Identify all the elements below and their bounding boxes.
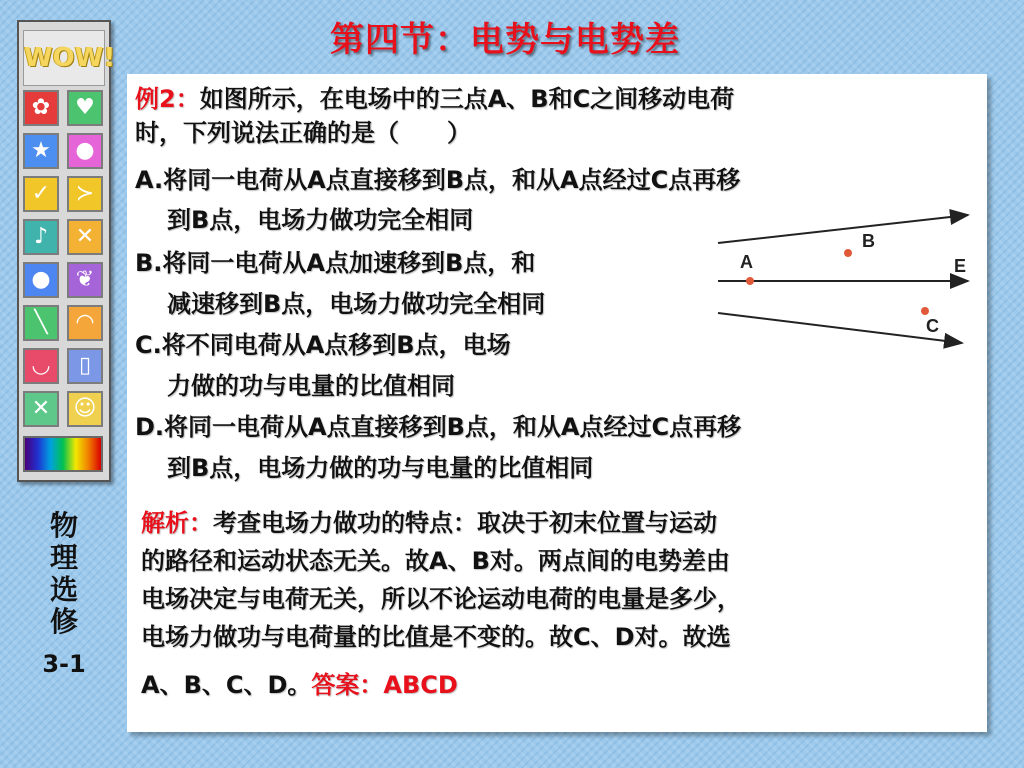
analysis-line-2: 的路径和运动状态无关。故A、B对。两点间的电势差由 <box>141 547 730 575</box>
analysis-text-end: A、B、C、D。 <box>141 671 312 699</box>
analysis-line-5 <box>141 668 458 702</box>
check-icon: ✓ <box>31 181 51 206</box>
butterfly-tile[interactable] <box>67 219 103 255</box>
star-icon: ★ <box>31 138 51 163</box>
wow-logo: WOW! <box>23 30 105 86</box>
line-tile[interactable] <box>23 305 59 341</box>
balloon-icon: ♪ <box>33 224 49 249</box>
analysis-text: 考查电场力做功的特点：取决于初末位置与运动 <box>213 509 717 537</box>
apple-icon: ● <box>31 267 51 292</box>
option-c-line-2: 力做的功与电量的比值相同 <box>167 372 455 400</box>
smiley-icon: ☺ <box>73 396 97 421</box>
option-a-line-1: A.将同一电荷从A点直接移到B点，和从A点经过C点再移 <box>135 166 741 194</box>
analysis-line-4: 电场力做功与电荷量的比值是不变的。故C、D对。故选 <box>141 623 731 651</box>
course-volume: 3-1 <box>42 650 86 678</box>
butterfly-icon: ✕ <box>75 224 95 249</box>
option-b-line-1: B.将同一电荷从A点加速移到B点，和 <box>135 249 536 277</box>
content-card <box>127 74 987 732</box>
apple-tile[interactable] <box>23 262 59 298</box>
line-icon: ╲ <box>34 310 48 335</box>
cup-tile[interactable] <box>67 348 103 384</box>
cat-tile[interactable] <box>67 305 103 341</box>
lips-tile[interactable] <box>23 348 59 384</box>
question-line-1 <box>135 82 734 116</box>
option-b-line-2: 减速移到B点，电场力做功完全相同 <box>167 290 546 318</box>
cross-tile[interactable] <box>23 391 59 427</box>
analysis-line-1 <box>141 506 717 540</box>
cross-icon: ✕ <box>31 396 51 421</box>
leaf-icon: ❦ <box>75 267 95 292</box>
analysis-line-3: 电场决定与电荷无关，所以不论运动电荷的电量是多少， <box>141 585 741 613</box>
option-d-line-2: 到B点，电场力做的功与电量的比值相同 <box>167 454 594 482</box>
heart-icon: ♥ <box>75 95 95 120</box>
point-b-dot <box>844 249 852 257</box>
flower-icon: ✿ <box>31 95 51 120</box>
star-tile[interactable] <box>23 133 59 169</box>
fish-tile[interactable] <box>67 176 103 212</box>
circle-tile[interactable] <box>67 133 103 169</box>
analysis-label: 解析： <box>141 509 213 537</box>
fish-icon: ≻ <box>75 181 95 206</box>
check-tile[interactable] <box>23 176 59 212</box>
example-label: 例2： <box>135 85 200 113</box>
sidebar-panel <box>17 20 116 482</box>
heart-tile[interactable] <box>67 90 103 126</box>
leaf-tile[interactable] <box>67 262 103 298</box>
balloon-tile[interactable] <box>23 219 59 255</box>
point-b-label: B <box>862 231 875 251</box>
circle-icon: ● <box>75 138 95 163</box>
rainbow-bar <box>23 436 103 472</box>
point-c-dot <box>921 307 929 315</box>
answer-label: 答案：ABCD <box>311 671 458 699</box>
electric-field-diagram <box>700 205 980 355</box>
point-a-dot <box>746 277 754 285</box>
smiley-tile[interactable] <box>67 391 103 427</box>
point-a-label: A <box>740 252 753 272</box>
option-a-line-2: 到B点，电场力做功完全相同 <box>167 206 474 234</box>
option-d-line-1: D.将同一电荷从A点直接移到B点，和从A点经过C点再移 <box>135 413 742 441</box>
question-text: 如图所示，在电场中的三点A、B和C之间移动电荷 <box>199 85 735 113</box>
course-label: 物理选修 <box>49 509 78 638</box>
flower-tile[interactable] <box>23 90 59 126</box>
option-c-line-1: C.将不同电荷从A点移到B点，电场 <box>135 331 511 359</box>
field-line-upper <box>718 215 968 243</box>
cup-icon: ▯ <box>78 353 92 378</box>
lips-icon: ◡ <box>31 353 51 378</box>
question-line-2: 时，下列说法正确的是（ ） <box>135 119 471 147</box>
slide-title: 第四节：电势与电势差 <box>330 20 680 60</box>
point-c-label: C <box>926 316 939 336</box>
field-e-label: E <box>954 256 967 276</box>
cat-icon: ◠ <box>75 310 95 335</box>
